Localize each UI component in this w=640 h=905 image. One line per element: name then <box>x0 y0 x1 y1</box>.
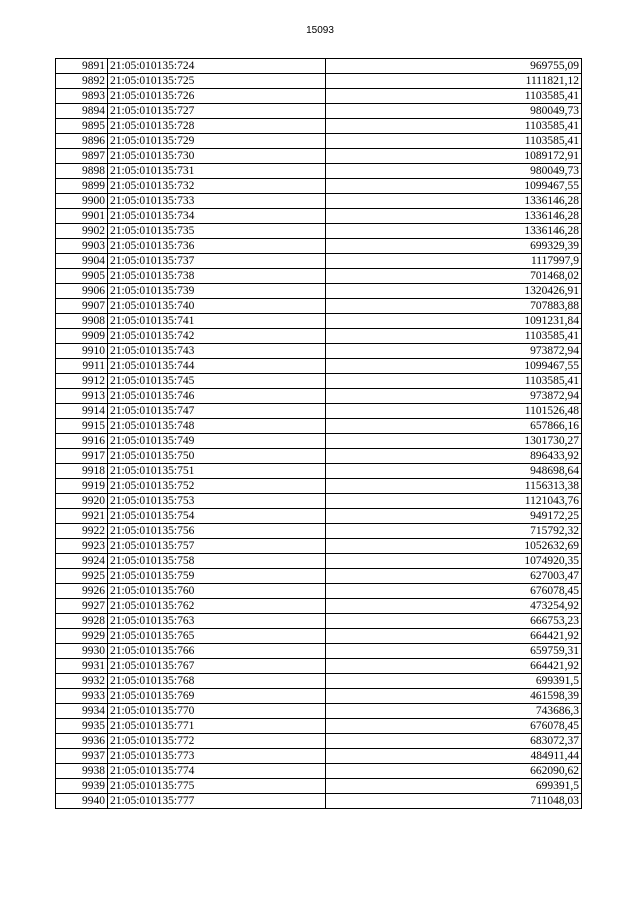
cadastral-number-cell: 21:05:010135:746 <box>108 389 326 404</box>
cadastral-number-cell: 21:05:010135:742 <box>108 329 326 344</box>
cadastral-value-cell: 657866,16 <box>326 419 582 434</box>
cadastral-value-cell: 948698,64 <box>326 464 582 479</box>
table-row <box>56 449 582 464</box>
cadastral-number-cell: 21:05:010135:732 <box>108 179 326 194</box>
cadastral-value-cell: 676078,45 <box>326 719 582 734</box>
cadastral-number-cell: 21:05:010135:738 <box>108 269 326 284</box>
row-number-cell: 9899 <box>56 179 108 194</box>
table-row <box>56 314 582 329</box>
cadastral-number-cell: 21:05:010135:743 <box>108 344 326 359</box>
row-number-cell: 9907 <box>56 299 108 314</box>
cadastral-value-cell: 1320426,91 <box>326 284 582 299</box>
row-number-cell: 9929 <box>56 629 108 644</box>
table-row <box>56 239 582 254</box>
table-row <box>56 254 582 269</box>
row-number-cell: 9914 <box>56 404 108 419</box>
cadastral-value-cell: 461598,39 <box>326 689 582 704</box>
row-number-cell: 9937 <box>56 749 108 764</box>
table-row <box>56 599 582 614</box>
table-row <box>56 164 582 179</box>
row-number-cell: 9892 <box>56 74 108 89</box>
table-row <box>56 464 582 479</box>
table-row <box>56 389 582 404</box>
cadastral-value-cell: 715792,32 <box>326 524 582 539</box>
cadastral-value-cell: 1117997,9 <box>326 254 582 269</box>
cadastral-number-cell: 21:05:010135:759 <box>108 569 326 584</box>
cadastral-value-cell: 1336146,28 <box>326 209 582 224</box>
cadastral-number-cell: 21:05:010135:769 <box>108 689 326 704</box>
cadastral-number-cell: 21:05:010135:763 <box>108 614 326 629</box>
cadastral-value-cell: 659759,31 <box>326 644 582 659</box>
row-number-cell: 9910 <box>56 344 108 359</box>
cadastral-number-cell: 21:05:010135:733 <box>108 194 326 209</box>
table-row <box>56 554 582 569</box>
row-number-cell: 9902 <box>56 224 108 239</box>
row-number-cell: 9906 <box>56 284 108 299</box>
table-row <box>56 104 582 119</box>
table-row <box>56 179 582 194</box>
table-body <box>56 59 582 809</box>
cadastral-value-cell: 666753,23 <box>326 614 582 629</box>
table-row <box>56 794 582 809</box>
cadastral-number-cell: 21:05:010135:766 <box>108 644 326 659</box>
row-number-cell: 9927 <box>56 599 108 614</box>
row-number-cell: 9920 <box>56 494 108 509</box>
cadastral-number-cell: 21:05:010135:773 <box>108 749 326 764</box>
row-number-cell: 9911 <box>56 359 108 374</box>
cadastral-number-cell: 21:05:010135:751 <box>108 464 326 479</box>
row-number-cell: 9915 <box>56 419 108 434</box>
table-row <box>56 269 582 284</box>
cadastral-value-cell: 1301730,27 <box>326 434 582 449</box>
row-number-cell: 9928 <box>56 614 108 629</box>
cadastral-number-cell: 21:05:010135:741 <box>108 314 326 329</box>
table-row <box>56 299 582 314</box>
row-number-cell: 9924 <box>56 554 108 569</box>
cadastral-value-cell: 1052632,69 <box>326 539 582 554</box>
cadastral-number-cell: 21:05:010135:725 <box>108 74 326 89</box>
cadastral-value-cell: 1336146,28 <box>326 194 582 209</box>
row-number-cell: 9919 <box>56 479 108 494</box>
cadastral-number-cell: 21:05:010135:730 <box>108 149 326 164</box>
cadastral-value-cell: 1103585,41 <box>326 119 582 134</box>
table-row <box>56 719 582 734</box>
cadastral-number-cell: 21:05:010135:734 <box>108 209 326 224</box>
table-row <box>56 224 582 239</box>
cadastral-number-cell: 21:05:010135:752 <box>108 479 326 494</box>
cadastral-number-cell: 21:05:010135:770 <box>108 704 326 719</box>
row-number-cell: 9894 <box>56 104 108 119</box>
cadastral-value-cell: 699391,5 <box>326 674 582 689</box>
table-row <box>56 479 582 494</box>
cadastral-number-cell: 21:05:010135:775 <box>108 779 326 794</box>
cadastral-value-cell: 699391,5 <box>326 779 582 794</box>
cadastral-number-cell: 21:05:010135:756 <box>108 524 326 539</box>
table-row <box>56 584 582 599</box>
cadastral-value-cell: 1099467,55 <box>326 359 582 374</box>
table-row <box>56 419 582 434</box>
cadastral-value-cell: 1103585,41 <box>326 134 582 149</box>
table-row <box>56 734 582 749</box>
table-row <box>56 509 582 524</box>
table-row <box>56 569 582 584</box>
cadastral-value-cell: 949172,25 <box>326 509 582 524</box>
cadastral-value-cell: 743686,3 <box>326 704 582 719</box>
row-number-cell: 9917 <box>56 449 108 464</box>
cadastral-value-cell: 699329,39 <box>326 239 582 254</box>
table-row <box>56 344 582 359</box>
cadastral-value-cell: 664421,92 <box>326 629 582 644</box>
cadastral-number-cell: 21:05:010135:777 <box>108 794 326 809</box>
table-row <box>56 329 582 344</box>
row-number-cell: 9923 <box>56 539 108 554</box>
row-number-cell: 9913 <box>56 389 108 404</box>
row-number-cell: 9935 <box>56 719 108 734</box>
table-row <box>56 764 582 779</box>
row-number-cell: 9922 <box>56 524 108 539</box>
cadastral-number-cell: 21:05:010135:736 <box>108 239 326 254</box>
table-row <box>56 359 582 374</box>
cadastral-number-cell: 21:05:010135:754 <box>108 509 326 524</box>
row-number-cell: 9900 <box>56 194 108 209</box>
row-number-cell: 9932 <box>56 674 108 689</box>
row-number-cell: 9905 <box>56 269 108 284</box>
row-number-cell: 9940 <box>56 794 108 809</box>
cadastral-number-cell: 21:05:010135:772 <box>108 734 326 749</box>
row-number-cell: 9895 <box>56 119 108 134</box>
cadastral-value-cell: 683072,37 <box>326 734 582 749</box>
cadastral-number-cell: 21:05:010135:767 <box>108 659 326 674</box>
cadastral-number-cell: 21:05:010135:735 <box>108 224 326 239</box>
table-row <box>56 134 582 149</box>
row-number-cell: 9934 <box>56 704 108 719</box>
table-row <box>56 539 582 554</box>
cadastral-number-cell: 21:05:010135:757 <box>108 539 326 554</box>
cadastral-value-cell: 980049,73 <box>326 104 582 119</box>
table-row <box>56 89 582 104</box>
cadastral-number-cell: 21:05:010135:765 <box>108 629 326 644</box>
table-row <box>56 284 582 299</box>
cadastral-number-cell: 21:05:010135:731 <box>108 164 326 179</box>
cadastral-number-cell: 21:05:010135:745 <box>108 374 326 389</box>
table-row <box>56 674 582 689</box>
table-row <box>56 689 582 704</box>
cadastral-value-cell: 896433,92 <box>326 449 582 464</box>
row-number-cell: 9916 <box>56 434 108 449</box>
table-row <box>56 119 582 134</box>
row-number-cell: 9930 <box>56 644 108 659</box>
table-row <box>56 59 582 74</box>
cadastral-value-cell: 1156313,38 <box>326 479 582 494</box>
cadastral-number-cell: 21:05:010135:724 <box>108 59 326 74</box>
table-row <box>56 704 582 719</box>
cadastral-value-cell: 973872,94 <box>326 344 582 359</box>
row-number-cell: 9926 <box>56 584 108 599</box>
cadastral-number-cell: 21:05:010135:760 <box>108 584 326 599</box>
row-number-cell: 9938 <box>56 764 108 779</box>
table-row <box>56 374 582 389</box>
cadastral-value-cell: 980049,73 <box>326 164 582 179</box>
cadastral-number-cell: 21:05:010135:726 <box>108 89 326 104</box>
cadastral-number-cell: 21:05:010135:762 <box>108 599 326 614</box>
page-number: 15093 <box>306 25 334 36</box>
row-number-cell: 9897 <box>56 149 108 164</box>
cadastral-value-cell: 1089172,91 <box>326 149 582 164</box>
table-row <box>56 749 582 764</box>
row-number-cell: 9901 <box>56 209 108 224</box>
cadastral-number-cell: 21:05:010135:727 <box>108 104 326 119</box>
row-number-cell: 9918 <box>56 464 108 479</box>
cadastral-value-cell: 1103585,41 <box>326 89 582 104</box>
cadastral-number-cell: 21:05:010135:750 <box>108 449 326 464</box>
cadastral-value-table <box>55 58 582 809</box>
cadastral-number-cell: 21:05:010135:771 <box>108 719 326 734</box>
table-row <box>56 629 582 644</box>
table-row <box>56 74 582 89</box>
cadastral-value-cell: 969755,09 <box>326 59 582 74</box>
cadastral-number-cell: 21:05:010135:728 <box>108 119 326 134</box>
row-number-cell: 9893 <box>56 89 108 104</box>
cadastral-value-cell: 484911,44 <box>326 749 582 764</box>
cadastral-value-cell: 1091231,84 <box>326 314 582 329</box>
row-number-cell: 9931 <box>56 659 108 674</box>
row-number-cell: 9903 <box>56 239 108 254</box>
table-row <box>56 614 582 629</box>
cadastral-value-cell: 1101526,48 <box>326 404 582 419</box>
cadastral-number-cell: 21:05:010135:740 <box>108 299 326 314</box>
cadastral-value-cell: 707883,88 <box>326 299 582 314</box>
table-row <box>56 404 582 419</box>
row-number-cell: 9936 <box>56 734 108 749</box>
row-number-cell: 9939 <box>56 779 108 794</box>
cadastral-value-cell: 1074920,35 <box>326 554 582 569</box>
cadastral-number-cell: 21:05:010135:758 <box>108 554 326 569</box>
cadastral-value-cell: 1103585,41 <box>326 374 582 389</box>
cadastral-value-cell: 701468,02 <box>326 269 582 284</box>
table-row <box>56 149 582 164</box>
cadastral-value-cell: 473254,92 <box>326 599 582 614</box>
cadastral-value-cell: 1336146,28 <box>326 224 582 239</box>
cadastral-number-cell: 21:05:010135:744 <box>108 359 326 374</box>
row-number-cell: 9933 <box>56 689 108 704</box>
cadastral-number-cell: 21:05:010135:774 <box>108 764 326 779</box>
cadastral-number-cell: 21:05:010135:747 <box>108 404 326 419</box>
cadastral-number-cell: 21:05:010135:748 <box>108 419 326 434</box>
row-number-cell: 9909 <box>56 329 108 344</box>
cadastral-value-cell: 1099467,55 <box>326 179 582 194</box>
cadastral-number-cell: 21:05:010135:749 <box>108 434 326 449</box>
cadastral-number-cell: 21:05:010135:737 <box>108 254 326 269</box>
cadastral-value-cell: 627003,47 <box>326 569 582 584</box>
table-row <box>56 194 582 209</box>
row-number-cell: 9925 <box>56 569 108 584</box>
cadastral-number-cell: 21:05:010135:768 <box>108 674 326 689</box>
cadastral-value-cell: 676078,45 <box>326 584 582 599</box>
cadastral-value-cell: 1121043,76 <box>326 494 582 509</box>
table-row <box>56 659 582 674</box>
table-row <box>56 779 582 794</box>
table-row <box>56 434 582 449</box>
row-number-cell: 9891 <box>56 59 108 74</box>
cadastral-value-cell: 711048,03 <box>326 794 582 809</box>
cadastral-value-cell: 662090,62 <box>326 764 582 779</box>
cadastral-value-cell: 1103585,41 <box>326 329 582 344</box>
row-number-cell: 9896 <box>56 134 108 149</box>
row-number-cell: 9912 <box>56 374 108 389</box>
cadastral-value-cell: 664421,92 <box>326 659 582 674</box>
table-row <box>56 209 582 224</box>
row-number-cell: 9904 <box>56 254 108 269</box>
cadastral-value-cell: 973872,94 <box>326 389 582 404</box>
row-number-cell: 9898 <box>56 164 108 179</box>
table-row <box>56 494 582 509</box>
row-number-cell: 9908 <box>56 314 108 329</box>
table-row <box>56 524 582 539</box>
cadastral-number-cell: 21:05:010135:739 <box>108 284 326 299</box>
table-row <box>56 644 582 659</box>
cadastral-number-cell: 21:05:010135:729 <box>108 134 326 149</box>
cadastral-value-cell: 1111821,12 <box>326 74 582 89</box>
cadastral-number-cell: 21:05:010135:753 <box>108 494 326 509</box>
row-number-cell: 9921 <box>56 509 108 524</box>
